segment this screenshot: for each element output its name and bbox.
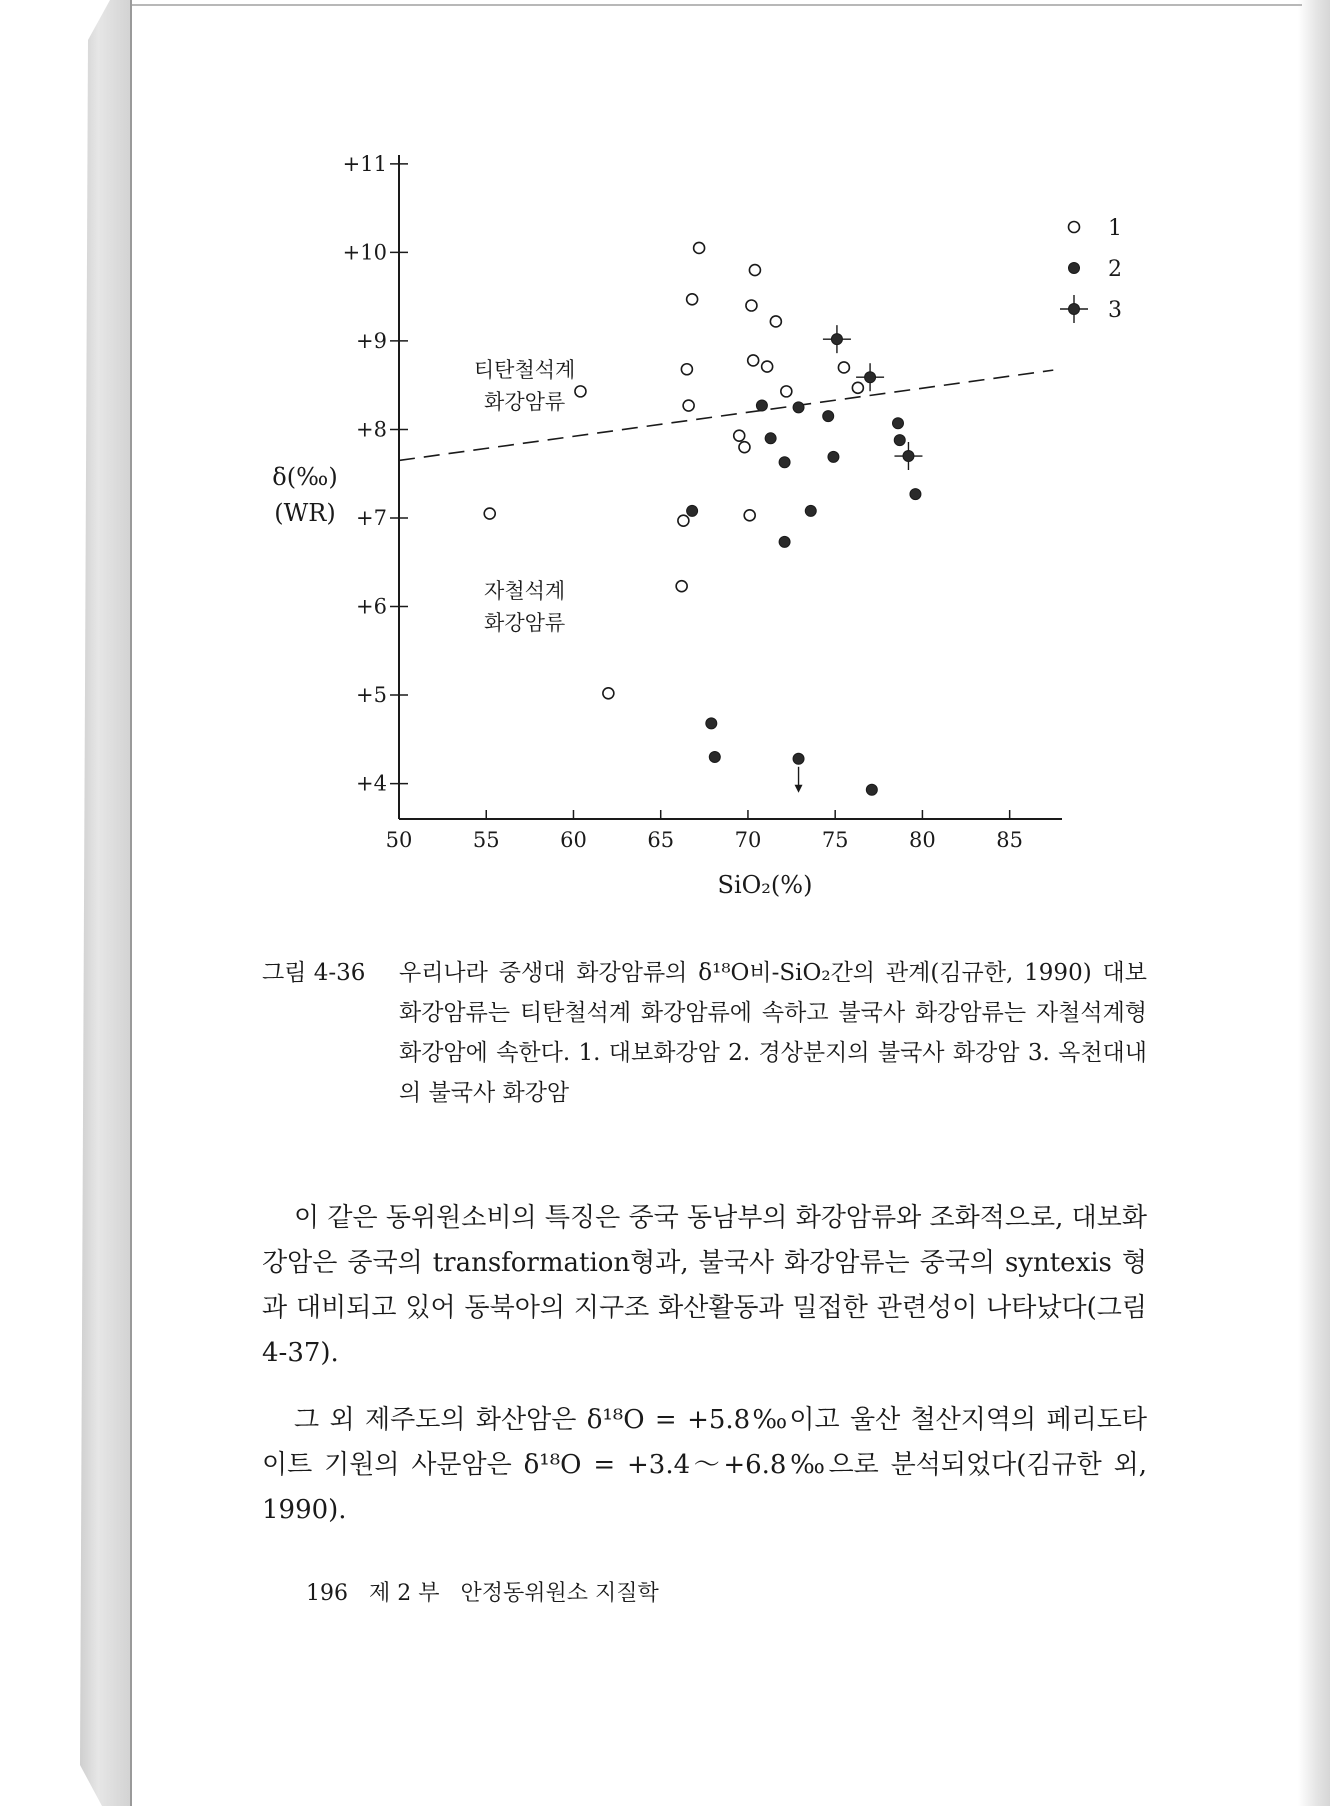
data-point-series-2 [823,411,834,422]
cross-dot [903,451,914,462]
page-footer [306,1576,673,1607]
part-label: 제 2 부 [369,1581,440,1606]
legend-label: 2 [1108,257,1122,282]
data-point-series-2 [687,505,698,516]
data-point-series-2 [892,418,903,429]
data-point-series-1 [744,510,755,521]
data-point-series-3 [894,442,922,470]
boundary-line-group [399,370,1053,460]
y-tick-label: +10 [342,240,387,265]
region-label-magnetite-line2: 화강암류 [484,611,566,636]
down-arrow-head [795,785,803,793]
boundary-dashed-line [399,370,1053,460]
legend-marker-2 [1069,263,1080,274]
data-point-series-1 [734,430,745,441]
chart-labels [272,358,812,899]
data-point-series-2 [793,753,804,764]
y-tick-label: +6 [356,594,387,619]
x-tick-label: 80 [909,828,936,852]
y-tick-label: +8 [356,417,387,442]
data-point-series-2 [828,451,839,462]
page-number: 196 [306,1581,348,1606]
legend-label: 1 [1108,216,1122,241]
region-label-ilmenite-line1: 티탄철석계 [473,357,576,382]
y-axis-label-line2: (WR) [274,499,336,527]
y-tick-label: +7 [356,505,387,530]
y-tick-label: +5 [356,683,387,708]
data-point-series-2 [805,505,816,516]
x-axis-label: SiO₂(%) [717,871,813,899]
legend-marker-3 [1060,295,1088,323]
data-point-series-1 [678,515,689,526]
data-point-series-1 [770,316,781,327]
data-point-series-1 [694,242,705,253]
y-axis-label-line1: δ(‰) [272,463,338,491]
data-point-series-1 [749,265,760,276]
y-tick-label: +11 [342,151,387,176]
x-tick-label: 50 [385,828,413,852]
data-point-series-2 [866,784,877,795]
data-point-series-1 [681,364,692,375]
legend-label: 3 [1108,298,1122,323]
legend-marker-1 [1069,222,1080,233]
data-point-series-1 [683,400,694,411]
data-point-series-2 [756,400,767,411]
caption-text: 우리나라 중생대 화강암류의 δ¹⁸O비-SiO₂간의 관계(김규한, 1990) 대보화강암류는 티탄철석계 화강암류에 속하고 불국사 화강암류는 자철석계형 화강암에 속한다. 1. 대보화강암 2. 경상분지의 불국사 화강암 3. 옥천대내의 불국사 화강암 [399,960,1147,1106]
chart-legend [1060,216,1122,323]
x-tick-label: 60 [560,828,587,852]
cross-dot [1069,304,1080,315]
x-tick-label: 75 [821,828,849,852]
data-point-series-2 [709,752,720,763]
data-point-series-2 [894,435,905,446]
cross-dot [865,372,876,383]
data-point-series-1 [739,442,750,453]
x-tick-label: 70 [734,828,762,852]
body-paragraph-1: 이 같은 동위원소비의 특징은 중국 동남부의 화강암류와 조화적으로, 대보화강암은 중국의 transformation형과, 불국사 화강암류는 중국의 syntexis 형과 대비되고 있어 동북아의 지구조 화산활동과 밀접한 관련성이 나타났다(그림 4-37). [262,1203,1147,1368]
data-point-series-1 [746,300,757,311]
x-tick-label: 85 [996,828,1024,852]
data-point-series-2 [779,457,790,468]
data-point-series-1 [676,581,687,592]
data-point-series-1 [762,361,773,372]
data-point-series-2 [779,536,790,547]
figure-number: 그림 4-36 [262,960,366,986]
data-point-series-3 [823,325,851,353]
data-point-series-1 [575,386,586,397]
data-point-series-1 [748,355,759,366]
region-label-ilmenite-line2: 화강암류 [484,389,566,414]
cross-dot [831,334,842,345]
data-point-series-2 [765,433,776,444]
body-paragraph-2: 그 외 제주도의 화산암은 δ¹⁸O = +5.8‰이고 울산 철산지역의 페리도타이트 기원의 사문암은 δ¹⁸O = +3.4～+6.8‰으로 분석되었다(김규한 외, 1990). [262,1405,1147,1525]
data-point-series-2 [910,489,921,500]
region-label-magnetite-line1: 자철석계 [484,579,566,604]
data-point-series-2 [706,718,717,729]
x-tick-label: 55 [472,828,500,852]
data-point-series-1 [838,362,849,373]
data-point-series-1 [852,382,863,393]
x-tick-label: 65 [647,828,675,852]
chart-axes [343,152,1062,852]
data-point-series-1 [484,508,495,519]
data-point-series-1 [781,386,792,397]
y-tick-label: +4 [356,771,387,796]
data-points [484,242,922,795]
data-point-series-1 [687,294,698,305]
book-title: 안정동위원소 지질학 [460,1581,659,1606]
data-point-series-2 [793,402,804,413]
data-point-series-1 [603,688,614,699]
y-tick-label: +9 [356,328,387,353]
